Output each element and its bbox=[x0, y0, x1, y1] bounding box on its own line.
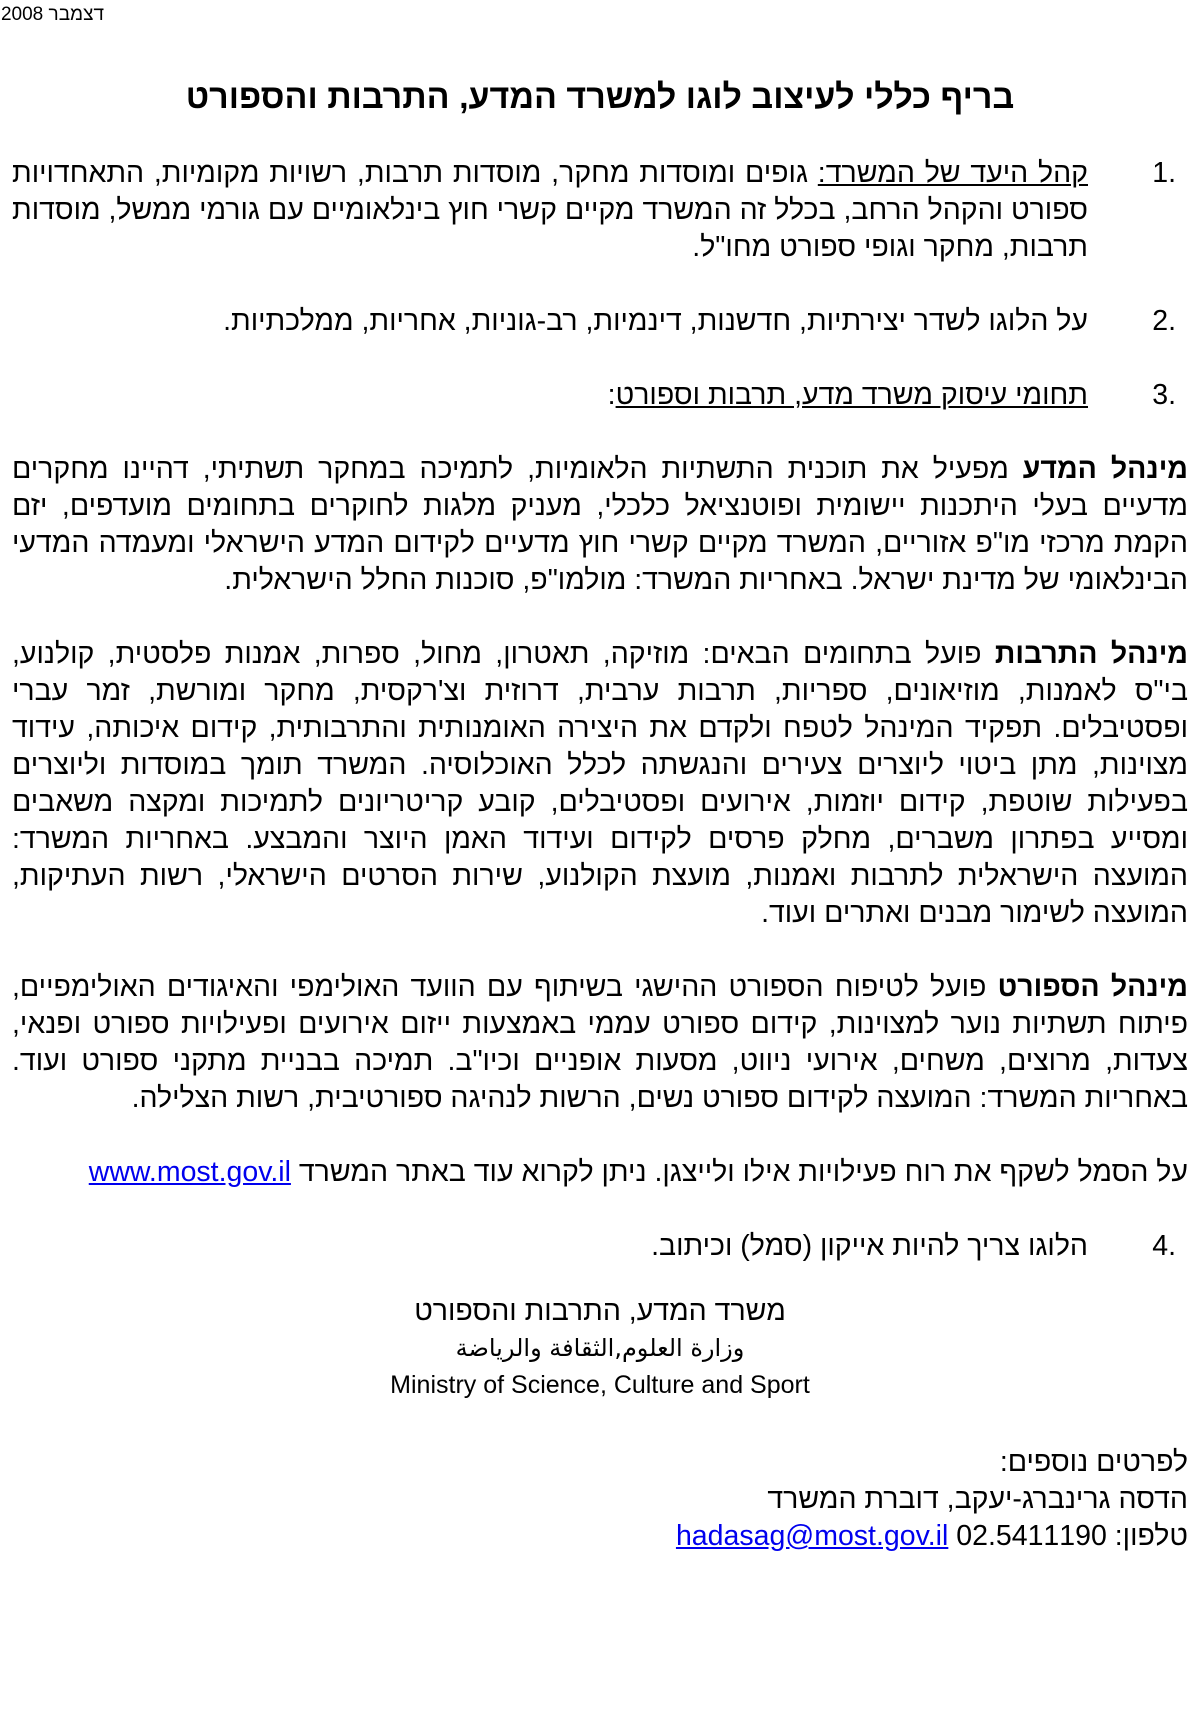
section-text: פועל לטיפוח הספורט ההישגי בשיתוף עם הוועד האולימפי והאיגודים האולימפיים, פיתוח תשתיות נוער למצוינות, קידום ספורט עממי באמצעות ייזום אירועים ופעילויות ספורט ופנאי, צעדות, מרוצים, משחים, אירועי ניווט, מסעות אופניים וכיו"ב. תמיכה בבניית מתקני ספורט ועוד. באחריות המשרד: המועצה לקידום ספורט נשים, הרשות לנהיגה ספורטיבית, רשות הצלילה. bbox=[12, 971, 1188, 1114]
section-science bbox=[12, 451, 1188, 599]
section-heading: מינהל הספורט bbox=[997, 971, 1188, 1003]
contact-heading: לפרטים נוספים: bbox=[999, 1446, 1188, 1478]
target-audience-text: גופים ומוסדות מחקר, מוסדות תרבות, רשויות מקומיות, התאחדויות ספורט והקהל הרחב, בכלל זה המשרד מקיים קשרי חוץ בינלאומיים עם גורמי ממשל, מוסדות תרבות, מחקר וגופי ספורט מחו"ל. bbox=[12, 157, 1088, 263]
list-number: 2. bbox=[1152, 305, 1176, 337]
ministry-name-english: Ministry of Science, Culture and Sport bbox=[390, 1371, 810, 1399]
ministry-name-arabic: وزارة العلوم,الثقافة والرياضة bbox=[455, 1334, 745, 1362]
contact-email-link[interactable]: hadasag@most.gov.il bbox=[675, 1520, 949, 1552]
list-number: 3. bbox=[1152, 379, 1176, 411]
contact-block bbox=[12, 1444, 1188, 1555]
section-sport bbox=[12, 969, 1188, 1117]
phone-label: טלפון: bbox=[1114, 1520, 1188, 1552]
contact-line bbox=[12, 1518, 1188, 1555]
phone-number: 02.5411190 bbox=[956, 1520, 1107, 1552]
section-text: פועל בתחומים הבאים: מוזיקה, תאטרון, מחול, ספרות, אמנות פלסטית, קולנוע, בי"ס לאמנות, מוזיאונים, ספריות, תרבות ערבית, דרוזית וצ'רקסית, מחקר ומורשת, זמר עברי ופסטיבלים. תפקיד המינהל לטפח ולקדם את היצירה האומנותית והתרבותית, קידום איכותה, עידוד מצוינות, מתן ביטוי ליוצרים צעירים והנגשתה לכלל האוכלוסיה. המשרד תומך במוסדות וליוצרים בפעילות שוטפת, קידום יוזמות, אירועים ופסטיבלים, קובע קריטריונים לתמיכות ומקצה משאבים ומסייע בפתרון משברים, מחלק פרסים לקידום ועידוד האמן היוצר והמבצע. באחריות המשרד: המועצה הישראלית לתרבות ואמנות, מועצת הקולנוע, שירות הסרטים הישראלי, רשות העתיקות, המועצה לשימור מבנים ואתרים ועוד. bbox=[12, 638, 1188, 929]
symbol-note-text: על הסמל לשקף את רוח פעילויות אילו ולייצגן. ניתן לקרוא עוד באתר המשרד bbox=[298, 1156, 1188, 1188]
list-number: 4. bbox=[1152, 1230, 1176, 1262]
contact-person: הדסה גרינברג-יעקב, דוברת המשרד bbox=[767, 1483, 1188, 1515]
section-text: מפעיל את תוכנית התשתיות הלאומיות, לתמיכה במחקר תשתיתי, דהיינו מחקרים מדעיים בעלי היתכנות יישומית ופוטנציאל כלכלי, מעניק מלגות לחוקרים בתחומים מועדפים, יזם הקמת מרכזי מו"פ אזוריים, המשרד מקיים קשרי חוץ מדעיים לקידום המדע הישראלי ומעמדה המדעי הבינלאומי של מדינת ישראל. באחריות המשרד: מולמו"פ, סוכנות החלל הישראלית. bbox=[12, 453, 1188, 596]
ministry-name-hebrew: משרד המדע, התרבות והספורט bbox=[414, 1295, 786, 1327]
ministry-signature bbox=[12, 1293, 1188, 1404]
logo-values-text: על הלוגו לשדר יצירתיות, חדשנות, דינמיות, רב-גוניות, אחריות, ממלכתיות. bbox=[223, 305, 1088, 337]
section-culture bbox=[12, 636, 1188, 932]
list-item-logo-requirement bbox=[12, 1228, 1188, 1265]
document-body bbox=[12, 155, 1188, 1555]
section-heading: מינהל המדע bbox=[1022, 453, 1188, 485]
section-heading: מינהל התרבות bbox=[994, 638, 1188, 670]
list-item-ministry-fields bbox=[12, 377, 1188, 414]
list-item-logo-values bbox=[12, 303, 1188, 340]
symbol-note bbox=[12, 1154, 1188, 1191]
target-audience-label: קהל היעד של המשרד: bbox=[817, 157, 1088, 189]
ministry-fields-colon: : bbox=[607, 379, 616, 411]
document-date: דצמבר 2008 bbox=[0, 4, 104, 25]
document-title: בריף כללי לעיצוב לוגו למשרד המדע, התרבות והספורט bbox=[185, 78, 1015, 116]
ministry-fields-label: תחומי עיסוק משרד מדע, תרבות וספורט bbox=[615, 379, 1088, 411]
logo-requirement-text: הלוגו צריך להיות אייקון (סמל) וכיתוב. bbox=[651, 1230, 1088, 1262]
list-number: 1. bbox=[1152, 157, 1176, 189]
list-item-target-audience bbox=[12, 155, 1188, 266]
ministry-website-link[interactable]: www.most.gov.il bbox=[88, 1156, 291, 1188]
